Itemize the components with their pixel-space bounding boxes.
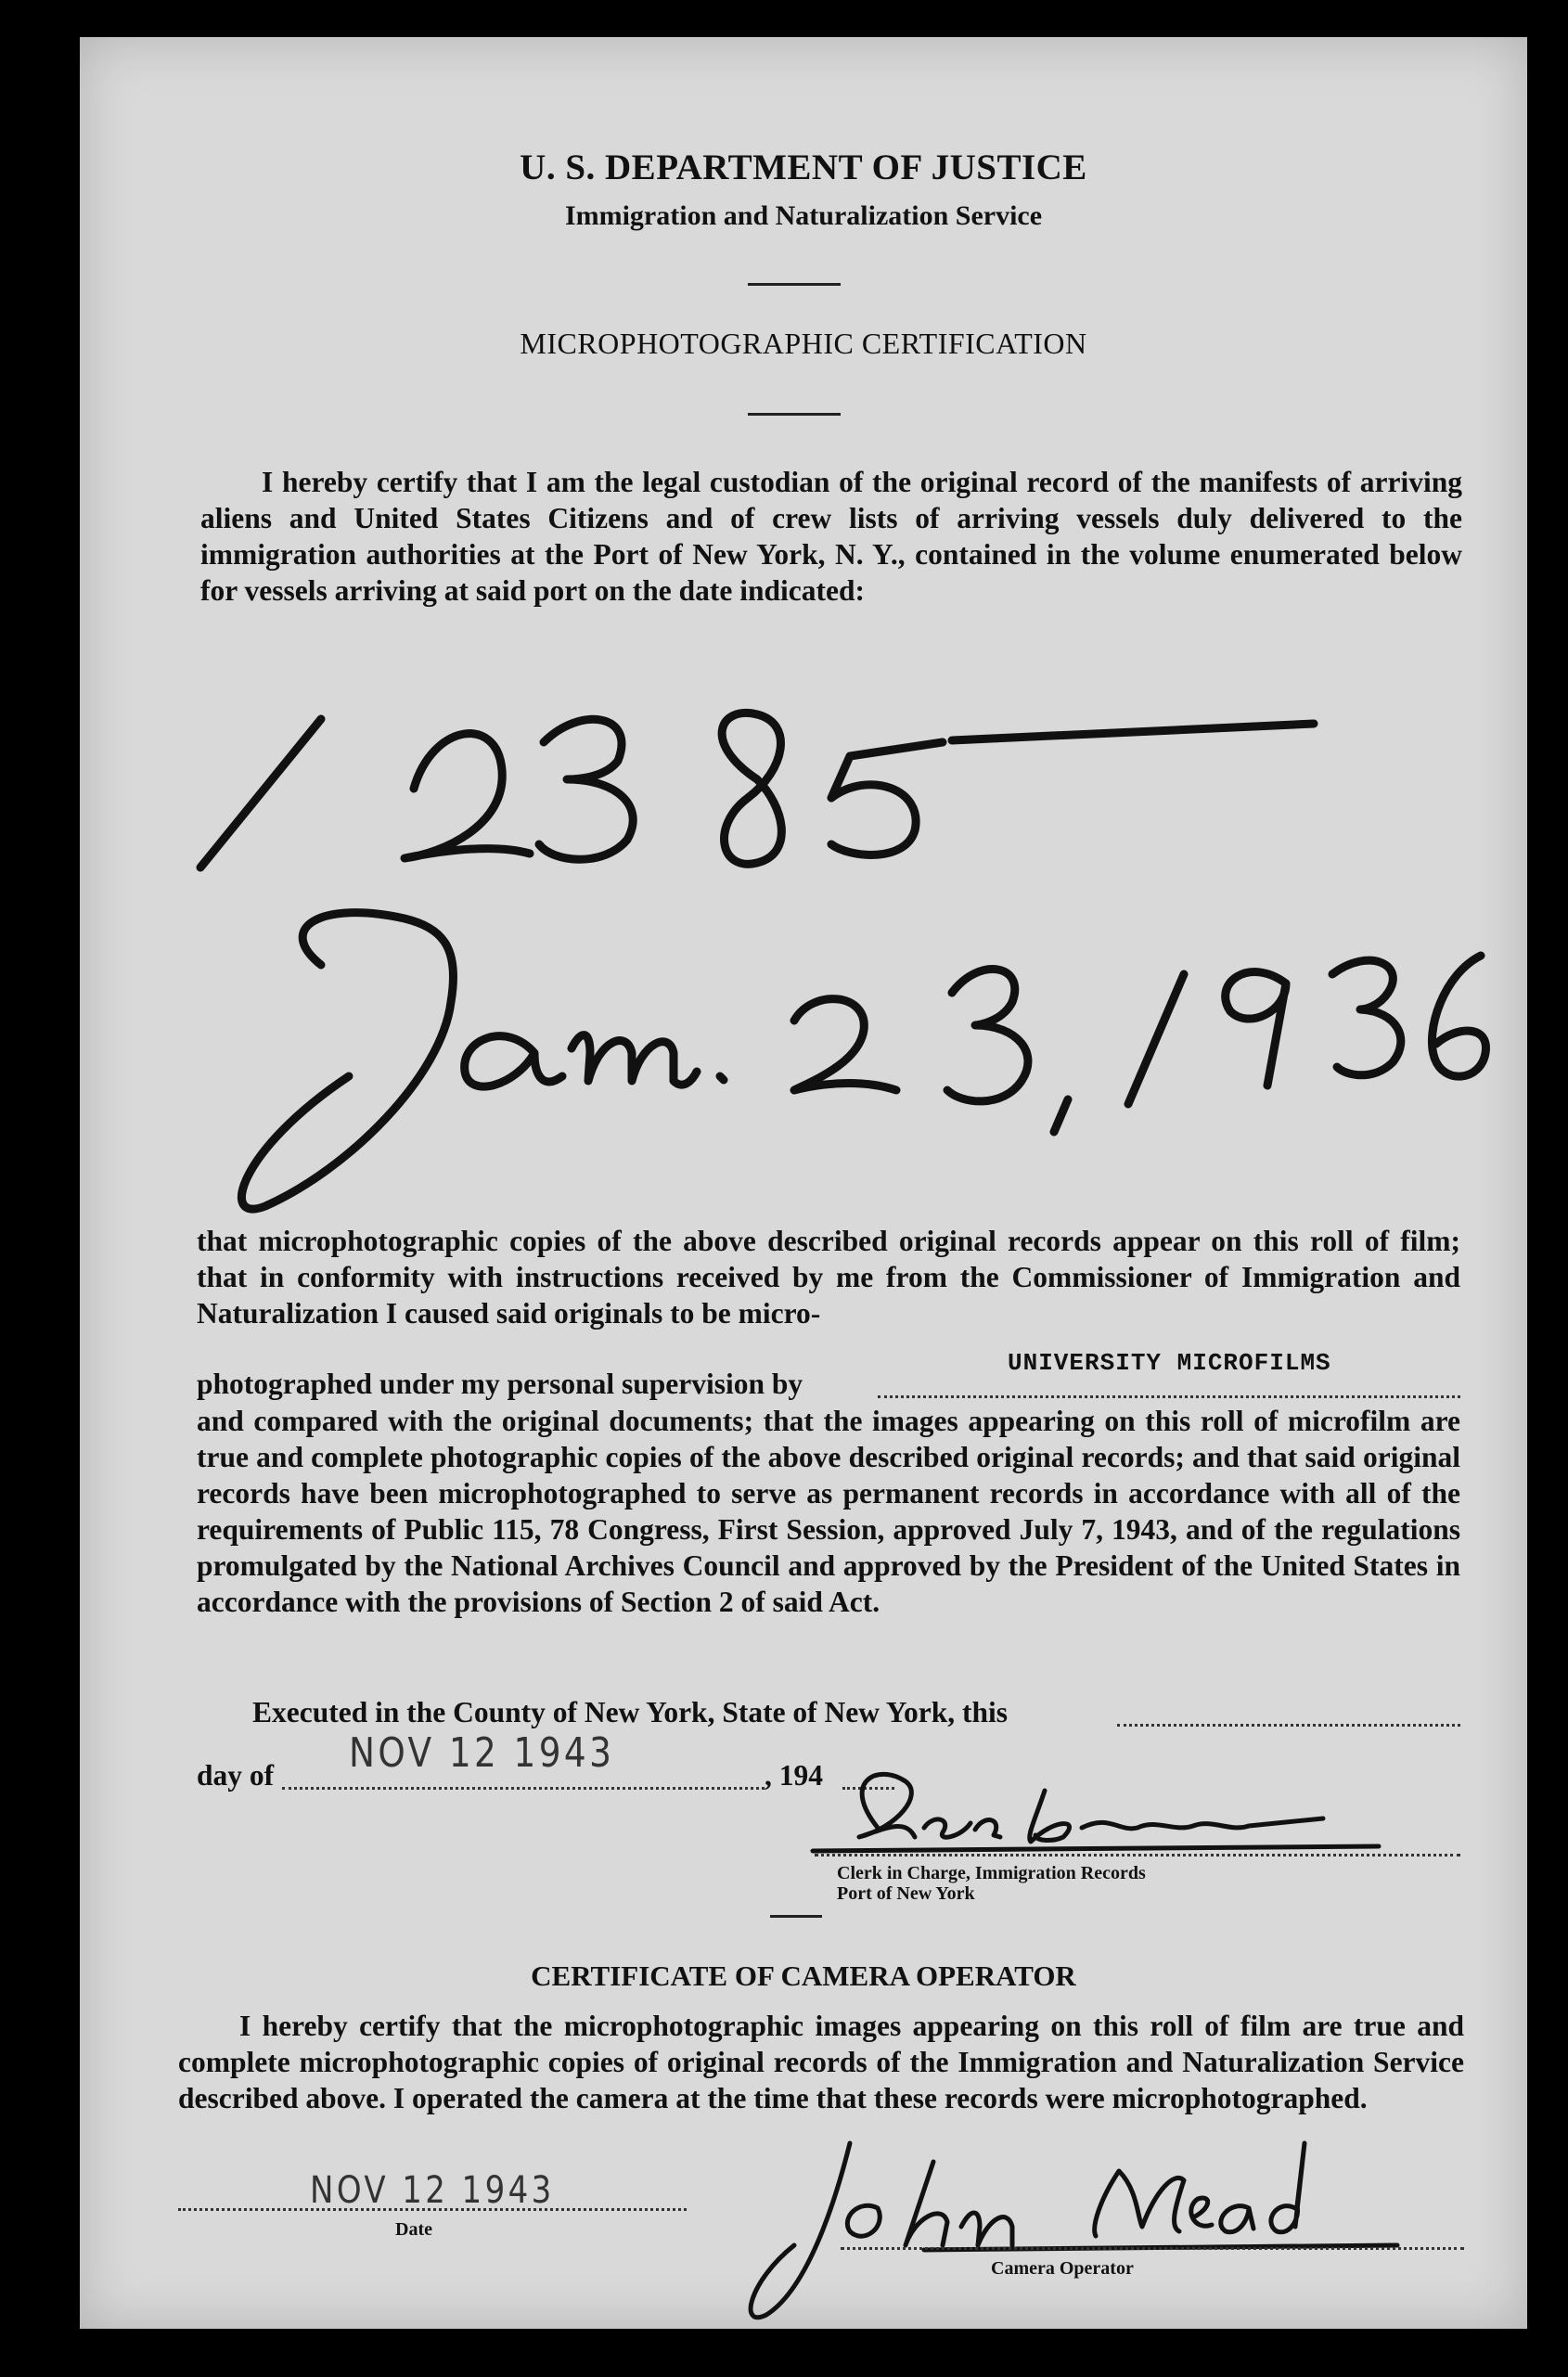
operator-signature-dotted-line (841, 2247, 1464, 2250)
camera-operator-statement: I hereby certify that the microphotographic images appearing on this roll of film are true and complete microphotographic copies of original records of the Immigration and Naturalization Service described above. I operated the camera at the time that these records were microphotographed. (178, 2010, 1464, 2114)
handwritten-arrival-date (163, 891, 1518, 1243)
executed-day-dotted-line (1117, 1724, 1460, 1727)
certification-body-part1: that microphotographic copies of the above described original records appear on this roll of film; that in conformity with instructions received by me from the Commissioner of Immigration and Naturalization I caused said originals to be micro- (197, 1225, 1460, 1330)
camera-operator-signature (729, 2106, 1434, 2329)
clerk-signature (803, 1763, 1397, 1865)
clerk-location: Port of New York (837, 1883, 975, 1904)
firm-typed-name: UNIVERSITY MICROFILMS (1008, 1349, 1331, 1377)
photographed-by-label: photographed under my personal supervision by (197, 1368, 803, 1400)
execution-stamped-date: NOV 12 1943 (349, 1729, 615, 1777)
day-of-dotted-line (282, 1787, 765, 1790)
service-subheading: Immigration and Naturalization Service (564, 200, 1043, 231)
executed-line: Executed in the County of New York, State of New York, this (252, 1696, 1009, 1728)
operator-stamped-date: NOV 12 1943 (310, 2169, 555, 2212)
custodian-statement: I hereby certify that I am the legal custodian of the original record of the manifests of arriving aliens and United States Citizens and of crew lists of arriving vessels duly delivered to the immigration authorities at the Port of New York, N. Y., contained in the volume enumerated below for vessels arriving at said port on the date indicated: (200, 466, 1462, 607)
clerk-title: Clerk in Charge, Immigration Records (837, 1863, 1146, 1883)
firm-dotted-line (878, 1395, 1460, 1398)
department-heading: U. S. DEPARTMENT OF JUSTICE (520, 148, 1087, 187)
divider (748, 413, 841, 416)
handwritten-volume-number (182, 668, 1332, 891)
certification-body-part2: and compared with the original documents; that the images appearing on this roll of microfilm are true and complete photographic copies of the above described original records; and that said original records have been microphotographed to serve as permanent records in accordance with all of the requirements of Public 115, 78 Congress, First Session, approved July 7, 1943, and of the regulations promulgated by the National Archives Council and approved by the President of the United States in accordance with the provisions of Section 2 of said Act. (197, 1405, 1460, 1618)
divider (770, 1915, 822, 1918)
year-prefix: , 194 (765, 1759, 823, 1792)
camera-operator-label: Camera Operator (991, 2258, 1134, 2279)
clerk-signature-dotted-line (815, 1854, 1460, 1857)
divider (748, 283, 841, 286)
date-label: Date (395, 2219, 432, 2240)
certification-title: MICROPHOTOGRAPHIC CERTIFICATION (520, 327, 1087, 360)
camera-operator-heading: CERTIFICATE OF CAMERA OPERATOR (531, 1959, 1076, 1992)
day-of-label: day of (197, 1759, 275, 1792)
certificate-sheet (80, 37, 1527, 2329)
